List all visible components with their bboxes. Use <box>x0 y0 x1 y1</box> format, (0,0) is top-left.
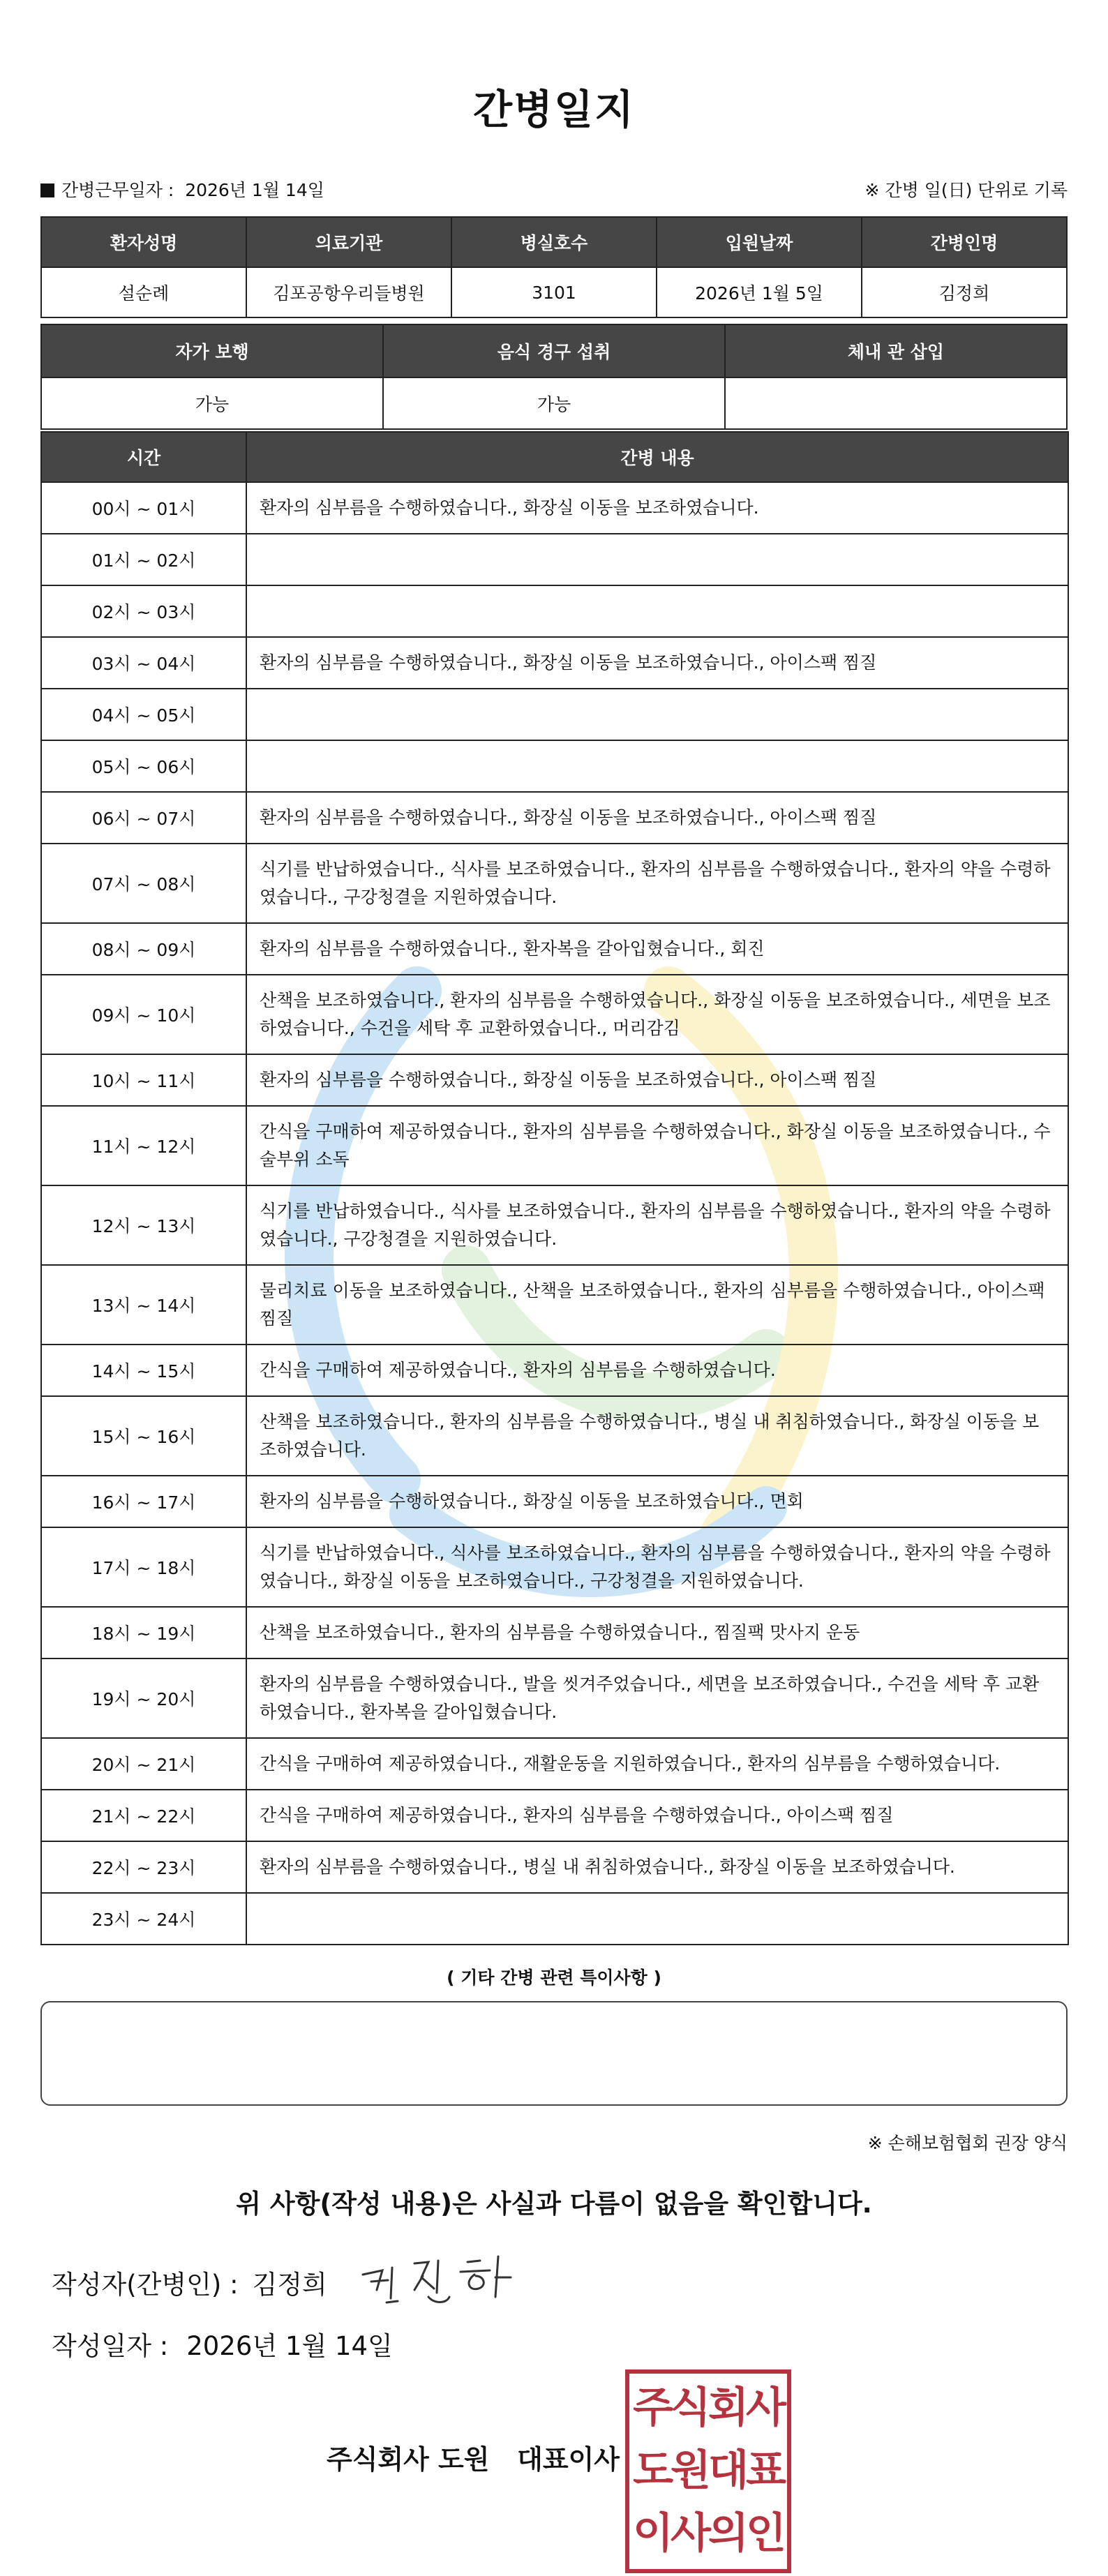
log-time: 22시 ~ 23시 <box>41 1841 246 1893</box>
table-row <box>41 1476 1068 1527</box>
patient-info-table <box>40 216 1068 318</box>
header-room-number: 병실호수 <box>451 217 657 267</box>
log-time: 04시 ~ 05시 <box>41 689 246 740</box>
table-row <box>41 1841 1068 1893</box>
hospital-name: 김포공항우리들병원 <box>246 267 451 317</box>
written-date-value: 2026년 1월 14일 <box>186 2331 393 2361</box>
log-content: 환자의 심부름을 수행하였습니다., 화장실 이동을 보조하였습니다., 아이스팩 찜질 <box>246 637 1068 689</box>
log-time: 11시 ~ 12시 <box>41 1106 246 1185</box>
recommend-note: ※ 손해보험협회 권장 양식 <box>867 2133 1068 2153</box>
header-self-walking: 자가 보행 <box>41 324 383 377</box>
table-row <box>41 975 1068 1054</box>
confirmation-statement: 위 사항(작성 내용)은 사실과 다름이 없음을 확인합니다. <box>236 2189 872 2219</box>
table-row <box>41 1893 1068 1945</box>
log-time: 17시 ~ 18시 <box>41 1527 246 1607</box>
remarks-title: ( 기타 간병 관련 특이사항 ) <box>447 1968 661 1988</box>
log-time: 16시 ~ 17시 <box>41 1476 246 1527</box>
company-seal-stamp <box>625 2369 791 2573</box>
log-time: 19시 ~ 20시 <box>41 1658 246 1738</box>
patient-name: 설순례 <box>41 267 246 317</box>
admission-date: 2026년 1월 5일 <box>657 267 862 317</box>
header-care-content: 간병 내용 <box>246 432 1068 482</box>
log-content <box>246 689 1068 740</box>
log-time: 06시 ~ 07시 <box>41 792 246 844</box>
table-row <box>41 1607 1068 1658</box>
log-time: 15시 ~ 16시 <box>41 1396 246 1476</box>
log-time: 13시 ~ 14시 <box>41 1265 246 1345</box>
seal-line: 주식회사 <box>633 2383 784 2432</box>
table-row <box>41 585 1068 637</box>
log-content: 환자의 심부름을 수행하였습니다., 병실 내 취침하였습니다., 화장실 이동을 보조하였습니다. <box>246 1841 1068 1893</box>
log-content: 환자의 심부름을 수행하였습니다., 화장실 이동을 보조하였습니다., 아이스팩 찜질 <box>246 1054 1068 1106</box>
table-row <box>41 792 1068 844</box>
log-content: 간식을 구매하여 제공하였습니다., 재활운동을 지원하였습니다., 환자의 심부름을 수행하였습니다. <box>246 1738 1068 1790</box>
room-number: 3101 <box>451 267 657 317</box>
table-row <box>41 1265 1068 1345</box>
log-time: 21시 ~ 22시 <box>41 1790 246 1841</box>
oral-intake-value: 가능 <box>383 377 725 429</box>
table-row <box>41 740 1068 792</box>
log-content: 산책을 보조하였습니다., 환자의 심부름을 수행하였습니다., 병실 내 취침하였습니다., 화장실 이동을 보조하였습니다. <box>246 1396 1068 1476</box>
log-time: 01시 ~ 02시 <box>41 534 246 585</box>
log-time: 10시 ~ 11시 <box>41 1054 246 1106</box>
table-row <box>41 1345 1068 1396</box>
log-time: 05시 ~ 06시 <box>41 740 246 792</box>
self-walking-value: 가능 <box>41 377 383 429</box>
remarks-box <box>40 2001 1068 2106</box>
table-row <box>41 1738 1068 1790</box>
table-row <box>41 1527 1068 1607</box>
duty-date-label: 간병근무일자 : <box>61 180 174 200</box>
log-time: 07시 ~ 08시 <box>41 844 246 923</box>
header-hospital: 의료기관 <box>246 217 451 267</box>
table-row <box>41 482 1068 534</box>
duty-date-info <box>40 177 324 202</box>
log-time: 23시 ~ 24시 <box>41 1893 246 1945</box>
seal-line: 도원대표 <box>633 2446 784 2495</box>
log-time: 08시 ~ 09시 <box>41 923 246 975</box>
signature-icon <box>356 2247 523 2309</box>
log-content: 물리치료 이동을 보조하였습니다., 산책을 보조하였습니다., 환자의 심부름을 수행하였습니다., 아이스팩 찜질 <box>246 1265 1068 1345</box>
log-content: 식기를 반납하였습니다., 식사를 보조하였습니다., 환자의 심부름을 수행하였습니다., 환자의 약을 수령하였습니다., 화장실 이동을 보조하였습니다., 구강청결을 지원하였습니다. <box>246 1527 1068 1607</box>
header-oral-intake: 음식 경구 섭취 <box>383 324 725 377</box>
log-time: 03시 ~ 04시 <box>41 637 246 689</box>
log-content: 간식을 구매하여 제공하였습니다., 환자의 심부름을 수행하였습니다. <box>246 1345 1068 1396</box>
log-content: 식기를 반납하였습니다., 식사를 보조하였습니다., 환자의 심부름을 수행하였습니다., 환자의 약을 수령하였습니다., 구강청결을 지원하였습니다. <box>246 1185 1068 1265</box>
page-title: 간병일지 <box>472 86 636 133</box>
seal-line: 이사의인 <box>633 2509 784 2558</box>
header-caregiver-name: 간병인명 <box>862 217 1067 267</box>
log-content: 환자의 심부름을 수행하였습니다., 발을 씻겨주었습니다., 세면을 보조하였습니다., 수건을 세탁 후 교환하였습니다., 환자복을 갈아입혔습니다. <box>246 1658 1068 1738</box>
log-content: 환자의 심부름을 수행하였습니다., 환자복을 갈아입혔습니다., 회진 <box>246 923 1068 975</box>
log-content: 간식을 구매하여 제공하였습니다., 환자의 심부름을 수행하였습니다., 아이스팩 찜질 <box>246 1790 1068 1841</box>
table-row <box>41 534 1068 585</box>
writer-label: 작성자(간병인) : <box>52 2270 239 2300</box>
log-content <box>246 534 1068 585</box>
log-content: 산책을 보조하였습니다., 환자의 심부름을 수행하였습니다., 찜질팩 맛사지 운동 <box>246 1607 1068 1658</box>
table-row <box>41 1054 1068 1106</box>
tube-insertion-value <box>725 377 1067 429</box>
company-representative: 주식회사 도원 대표이사 <box>327 2444 620 2475</box>
unit-note: ※ 간병 일(日) 단위로 기록 <box>864 180 1068 200</box>
log-content <box>246 585 1068 637</box>
log-time: 20시 ~ 21시 <box>41 1738 246 1790</box>
log-time: 18시 ~ 19시 <box>41 1607 246 1658</box>
table-row <box>41 1658 1068 1738</box>
log-time: 02시 ~ 03시 <box>41 585 246 637</box>
header-patient-name: 환자성명 <box>41 217 246 267</box>
log-content: 식기를 반납하였습니다., 식사를 보조하였습니다., 환자의 심부름을 수행하였습니다., 환자의 약을 수령하였습니다., 구강청결을 지원하였습니다. <box>246 844 1068 923</box>
log-time: 14시 ~ 15시 <box>41 1345 246 1396</box>
table-row <box>41 689 1068 740</box>
log-time: 00시 ~ 01시 <box>41 482 246 534</box>
log-content: 환자의 심부름을 수행하였습니다., 화장실 이동을 보조하였습니다. <box>246 482 1068 534</box>
header-admission-date: 입원날짜 <box>657 217 862 267</box>
condition-info-table <box>40 324 1068 430</box>
table-row <box>41 1106 1068 1185</box>
log-content: 산책을 보조하였습니다., 환자의 심부름을 수행하였습니다., 화장실 이동을 보조하였습니다., 세면을 보조하였습니다., 수건을 세탁 후 교환하였습니다., 머리감김 <box>246 975 1068 1054</box>
caregiver-name: 김정희 <box>862 267 1067 317</box>
writer-line <box>52 2263 327 2301</box>
table-row <box>41 637 1068 689</box>
square-bullet-icon <box>40 184 54 197</box>
log-content: 환자의 심부름을 수행하였습니다., 화장실 이동을 보조하였습니다., 아이스팩 찜질 <box>246 792 1068 844</box>
log-content <box>246 740 1068 792</box>
written-date-line <box>52 2325 393 2362</box>
care-log-table <box>40 431 1069 1945</box>
log-content: 간식을 구매하여 제공하였습니다., 환자의 심부름을 수행하였습니다., 화장실 이동을 보조하였습니다., 수술부위 소독 <box>246 1106 1068 1185</box>
header-time: 시간 <box>41 432 246 482</box>
header-tube-insertion: 체내 관 삽입 <box>725 324 1067 377</box>
log-content: 환자의 심부름을 수행하였습니다., 화장실 이동을 보조하였습니다., 면회 <box>246 1476 1068 1527</box>
writer-name: 김정희 <box>252 2270 327 2300</box>
table-row <box>41 1185 1068 1265</box>
table-row <box>41 1790 1068 1841</box>
table-row <box>41 1396 1068 1476</box>
duty-meta-row <box>40 177 1068 204</box>
care-log-page <box>40 0 1068 2576</box>
table-row <box>41 844 1068 923</box>
log-content <box>246 1893 1068 1945</box>
table-row <box>41 923 1068 975</box>
written-date-label: 작성일자 : <box>52 2331 169 2361</box>
duty-date-value: 2026년 1월 14일 <box>185 180 324 200</box>
log-time: 09시 ~ 10시 <box>41 975 246 1054</box>
log-time: 12시 ~ 13시 <box>41 1185 246 1265</box>
